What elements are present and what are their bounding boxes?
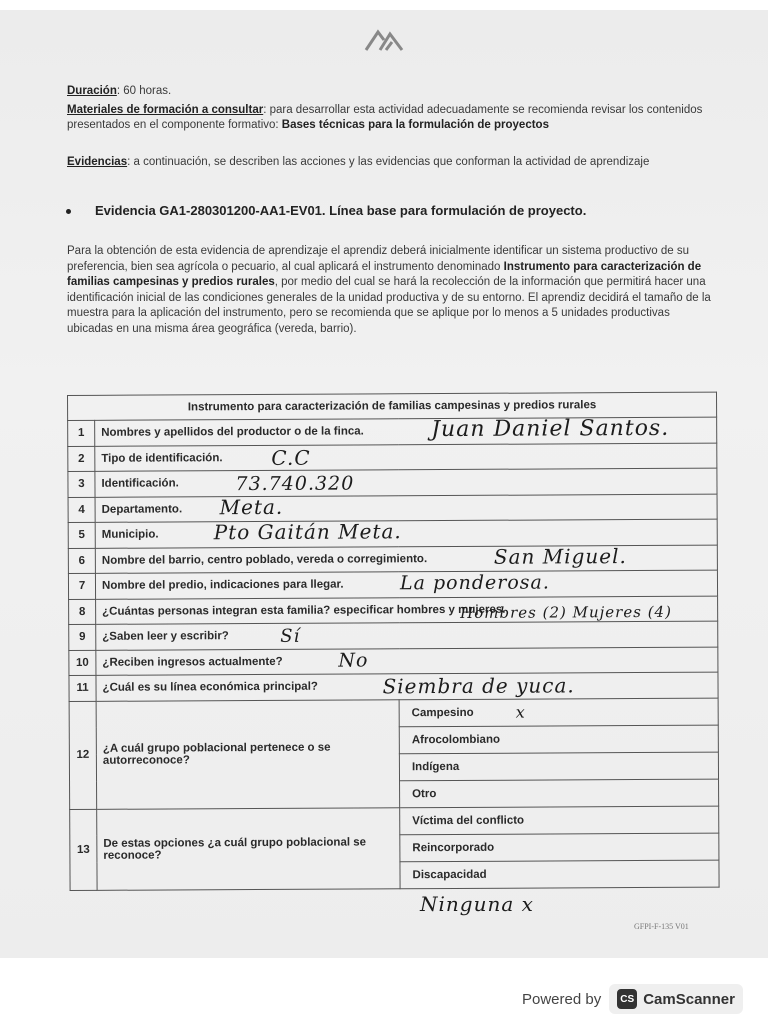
question-cell[interactable] <box>95 545 717 574</box>
scanned-page <box>0 10 768 958</box>
handwritten-mark: x <box>515 702 526 722</box>
powered-by-text: Powered by <box>522 990 602 1008</box>
handwritten-answer: Juan Daniel Santos. <box>431 416 670 443</box>
document-code: GFPI-F-135 V01 <box>634 922 689 931</box>
option-otro[interactable]: Otro <box>412 787 437 800</box>
evidences-label: Evidencias <box>67 156 128 168</box>
question-number: 3 <box>68 471 95 497</box>
option-victima[interactable]: Víctima del conflicto <box>412 814 525 827</box>
handwritten-answer: Pto Gaitán Meta. <box>213 519 402 545</box>
evidences-text: : a continuación, se describen las acciones y las evidencias que conforman la actividad de aprendizaje <box>127 156 650 168</box>
question-number: 7 <box>68 573 95 599</box>
question-text: De estas opciones ¿a cuál grupo poblacional se reconoce? <box>97 807 400 890</box>
option-reincorporado[interactable]: Reincorporado <box>412 841 495 854</box>
question-cell[interactable] <box>95 494 717 523</box>
materials-label: Materiales de formación a consultar <box>67 104 264 116</box>
question-number: 10 <box>69 650 96 676</box>
question-cell[interactable] <box>96 596 718 625</box>
question-cell[interactable] <box>95 443 717 472</box>
question-row-10 <box>69 647 718 676</box>
question-number: 2 <box>68 446 95 472</box>
question-cell[interactable] <box>96 621 718 650</box>
sena-logo-icon <box>362 26 408 54</box>
duration-label: Duración <box>67 85 117 97</box>
handwritten-answer: Meta. <box>219 494 284 519</box>
characterization-form <box>67 392 720 891</box>
handwritten-answer: C.C <box>271 445 311 470</box>
form-title: Instrumento para caracterización de familias campesinas y predios rurales <box>68 392 717 420</box>
question-text: Nombre del predio, indicaciones para llegar. <box>101 578 344 593</box>
question-number: 11 <box>69 675 96 701</box>
question-number: 6 <box>68 548 95 574</box>
question-text: Identificación. <box>101 477 179 491</box>
materials-bold: Bases técnicas para la formulación de proyectos <box>281 119 549 131</box>
question-text: ¿Cuántas personas integran esta familia? especificar hombres y mujeres. <box>102 603 506 618</box>
bullet-icon <box>66 209 71 214</box>
handwritten-answer: Siembra de yuca. <box>382 673 575 699</box>
question-cell[interactable] <box>96 647 718 676</box>
camscanner-logo-icon: CS <box>617 989 637 1009</box>
handwritten-answer: Sí <box>280 626 301 648</box>
question-number: 12 <box>69 701 97 809</box>
handwritten-answer: La ponderosa. <box>399 571 550 595</box>
question-number: 1 <box>68 420 95 446</box>
camscanner-badge <box>609 984 743 1014</box>
question-text: ¿Reciben ingresos actualmente? <box>102 655 283 669</box>
handwritten-answer: San Miguel. <box>493 543 627 569</box>
question-text: Departamento. <box>101 503 183 516</box>
option-indigena[interactable]: Indígena <box>411 760 460 773</box>
option-afrocolombiano[interactable]: Afrocolombiano <box>411 733 501 746</box>
question-row-2 <box>68 443 717 472</box>
instructions-paragraph: Para la obtención de esta evidencia de aprendizaje el aprendiz deberá inicialmente identificar un sistema productivo de su preferencia, bien sea agrícola o pecuario, al cual aplicará el instrumento denominado Instrumento para caracterización de familias campesinas y predios rurales, por medio del cual se hará la recolección de la información que permitirá hacer una identificación inicial de las condiciones generales de la unidad productiva y de su entorno. El aprendiz decidirá el tamaño de la muestra para la aplicación del instrumento, pero se recomienda que se aplique por lo menos a 5 unidades productivas ubicadas en una misma área geográfica (vereda, barrio). <box>67 245 711 335</box>
question-row-13 <box>70 806 719 836</box>
handwritten-answer: No <box>338 649 369 672</box>
question-row-1 <box>68 417 717 446</box>
question-text: ¿Cuál es su línea económica principal? <box>102 680 318 695</box>
question-text: ¿Saben leer y escribir? <box>102 630 229 644</box>
question-number: 13 <box>70 809 97 890</box>
question-text: Municipio. <box>101 528 159 542</box>
question-row-3 <box>68 468 717 497</box>
evidence-title: Evidencia GA1-280301200-AA1-EV01. Línea base para formulación de proyecto. <box>66 203 586 218</box>
question-number: 5 <box>68 522 95 548</box>
question-row-12 <box>69 698 718 728</box>
camscanner-watermark <box>522 984 743 1014</box>
camscanner-brand: CamScanner <box>643 990 735 1008</box>
question-cell[interactable] <box>95 570 717 599</box>
question-row-4 <box>68 494 717 523</box>
handwritten-footer-answer: Ninguna x <box>420 892 534 916</box>
handwritten-answer: Hombres (2) Mujeres (4) <box>460 602 672 622</box>
question-cell[interactable] <box>95 417 717 446</box>
question-number: 8 <box>69 599 96 625</box>
question-text: Tipo de identificación. <box>101 451 223 465</box>
question-row-9 <box>69 621 718 650</box>
question-cell[interactable] <box>95 468 717 497</box>
question-text: Nombres y apellidos del productor o de la finca. <box>101 425 364 440</box>
question-cell[interactable] <box>96 672 718 701</box>
instrument-name: Instrumento para caracterización de familias campesinas y predios rurales <box>67 260 702 288</box>
question-text: ¿A cuál grupo poblacional pertenece o se autorreconoce? <box>96 699 400 809</box>
question-number: 4 <box>68 497 95 523</box>
question-number: 9 <box>69 624 96 650</box>
option-campesino[interactable]: Campesino x <box>406 698 712 726</box>
option-discapacidad[interactable]: Discapacidad <box>412 868 487 881</box>
question-text: Nombre del barrio, centro poblado, vereda o corregimiento. <box>101 552 428 567</box>
question-row-6 <box>68 545 717 574</box>
duration-line <box>67 84 717 99</box>
question-row-7 <box>68 570 717 599</box>
duration-value: : 60 horas. <box>116 85 172 97</box>
materials-text: : para desarrollar esta actividad adecuadamente se recomienda revisar los contenidos presentados en el componente formativo: <box>67 104 703 131</box>
handwritten-answer: 73.740.320 <box>235 472 355 496</box>
materials-paragraph <box>67 103 717 133</box>
evidences-paragraph <box>67 155 717 170</box>
question-row-8 <box>69 596 718 625</box>
question-row-11 <box>69 672 718 701</box>
